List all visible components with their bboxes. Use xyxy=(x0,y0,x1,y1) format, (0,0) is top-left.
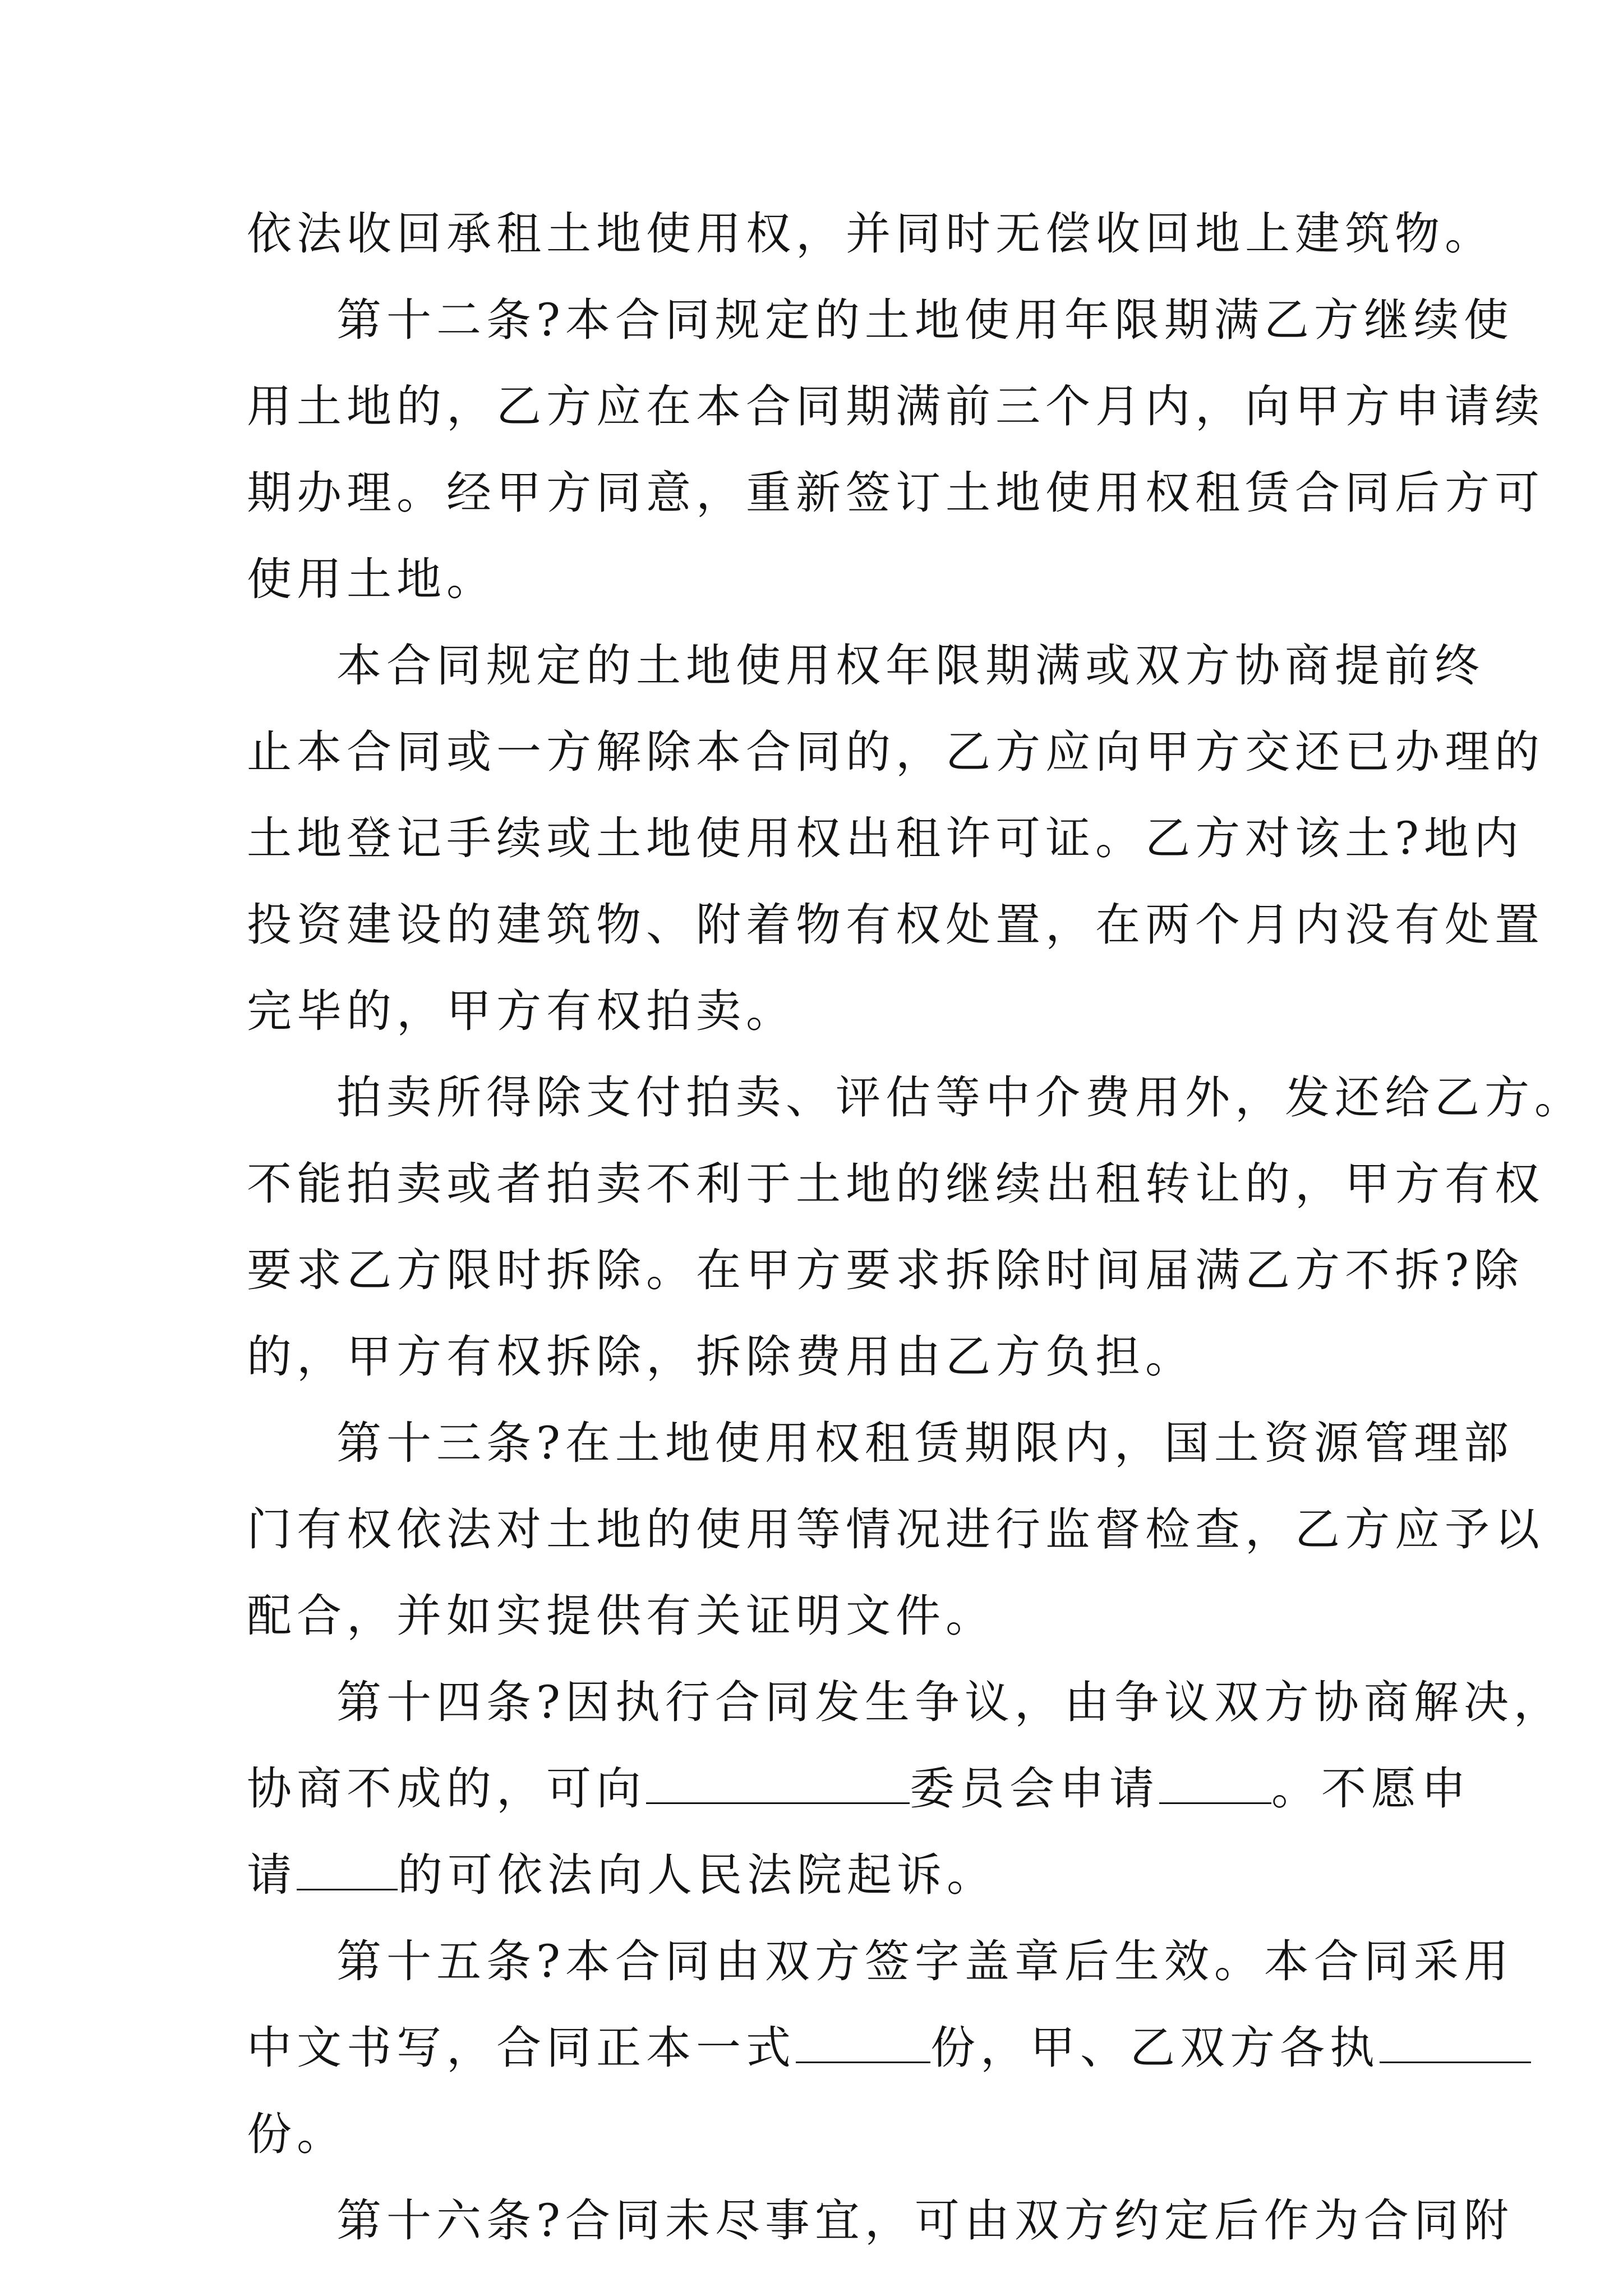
copies-each-blank[interactable] xyxy=(1380,2022,1531,2063)
paragraph-line: 完毕的，甲方有权拍卖。 xyxy=(247,985,796,1037)
article-13-line-1: 第十三条?在土地使用权租赁期限内，国土资源管理部 xyxy=(336,1417,1514,1469)
text-line: 依法收回承租土地使用权，并同时无偿收回地上建筑物。 xyxy=(247,208,1495,260)
article-12-line-1: 第十二条?本合同规定的土地使用年限期满乙方继续使 xyxy=(336,294,1514,346)
article-14-line-1: 第十四条?因执行合同发生争议，由争议双方协商解决， xyxy=(336,1676,1564,1728)
article-15-line-3: 份。 xyxy=(247,2108,347,2160)
text-segment: 的可依法向人民法院起诉。 xyxy=(398,1849,997,1901)
paragraph-line: 不能拍卖或者拍卖不利于土地的继续出租转让的，甲方有权 xyxy=(247,1158,1544,1210)
paragraph-line: 的，甲方有权拆除，拆除费用由乙方负担。 xyxy=(247,1331,1195,1383)
text-segment: 协商不成的，可向 xyxy=(247,1763,646,1815)
paragraph-line: 拍卖所得除支付拍卖、评估等中介费用外，发还给乙方。 xyxy=(336,1071,1584,1124)
article-14-line-3 xyxy=(247,1832,1380,1918)
article-12-line-3: 期办理。经甲方同意，重新签订土地使用权租赁合同后方可 xyxy=(247,467,1544,519)
text-segment: 份，甲、乙双方各执 xyxy=(930,2022,1380,2074)
text-segment: 请 xyxy=(247,1849,297,1901)
article-13-line-2: 门有权依法对土地的使用等情况进行监督检查，乙方应予以 xyxy=(247,1503,1544,1556)
paragraph-line: 本合同规定的土地使用权年限期满或双方协商提前终 xyxy=(336,639,1484,692)
paragraph-line: 土地登记手续或土地使用权出租许可证。乙方对该土?地内 xyxy=(247,812,1524,864)
arbitration-blank[interactable] xyxy=(1159,1763,1271,1804)
contract-body xyxy=(247,191,1584,2264)
article-15-line-2 xyxy=(247,2005,1380,2091)
paragraph-line: 止本合同或一方解除本合同的，乙方应向甲方交还已办理的 xyxy=(247,726,1544,778)
text-segment: 中文书写，合同正本一式 xyxy=(247,2022,796,2074)
paragraph-line: 投资建设的建筑物、附着物有权处置，在两个月内没有处置 xyxy=(247,899,1544,951)
text-segment: 。不愿申 xyxy=(1271,1763,1471,1815)
arbitration-committee-blank[interactable] xyxy=(646,1763,910,1804)
paragraph-line: 要求乙方限时拆除。在甲方要求拆除时间届满乙方不拆?除 xyxy=(247,1244,1524,1296)
article-12-line-4: 使用土地。 xyxy=(247,553,496,605)
copies-total-blank[interactable] xyxy=(796,2022,930,2063)
article-13-line-3: 配合，并如实提供有关证明文件。 xyxy=(247,1590,995,1642)
article-12-line-2: 用土地的，乙方应在本合同期满前三个月内，向甲方申请续 xyxy=(247,380,1544,432)
article-16-line-1: 第十六条?合同未尽事宜，可由双方约定后作为合同附 xyxy=(336,2194,1514,2247)
text-segment: 委员会申请 xyxy=(910,1763,1159,1815)
article-15-line-1: 第十五条?本合同由双方签字盖章后生效。本合同采用 xyxy=(336,1935,1514,1987)
arbitration-blank-2[interactable] xyxy=(297,1849,398,1890)
article-14-line-2 xyxy=(247,1746,1471,1832)
